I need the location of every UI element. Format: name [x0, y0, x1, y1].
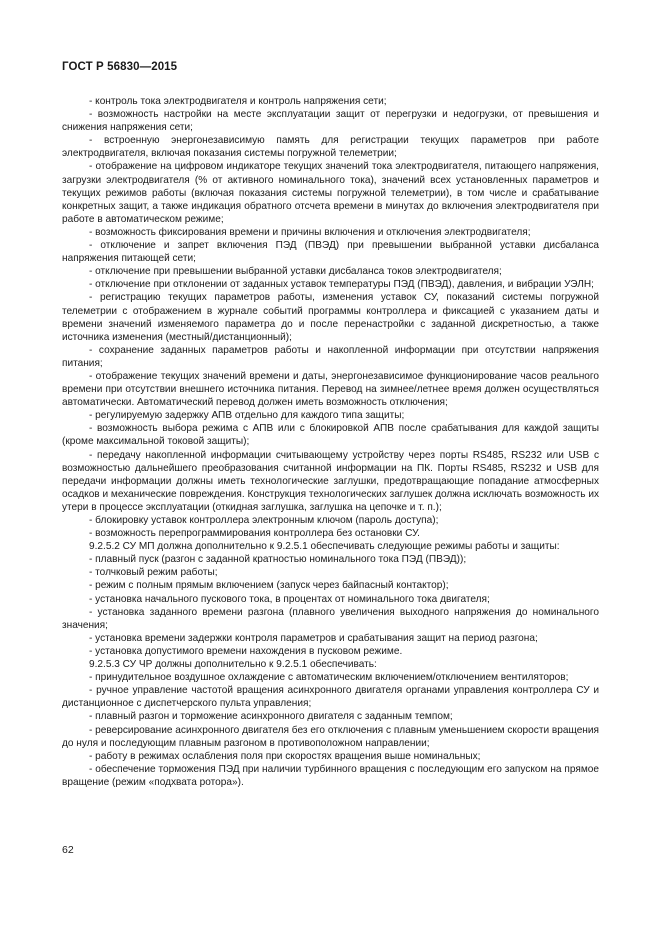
paragraph: - отображение на цифровом индикаторе текущих значений тока электродвигателя, питающего напряжения, загрузки электродвигателя (% от активного номинального тока), значений всех установленных параметров и текущих режимов работы (включая показания системы погружной телеметрии), в том числе и срабатывание конкретных защит, а также индикация обратного отсчета времени в минутах до включения электродвигателя при работе в автоматическом режиме; — [62, 161, 599, 225]
standard-header: ГОСТ Р 56830—2015 — [62, 61, 178, 73]
paragraph: - толчковый режим работы; — [89, 567, 218, 579]
paragraph: - плавный разгон и торможение асинхронного двигателя с заданным темпом; — [89, 711, 453, 723]
paragraph: - отключение при отклонении от заданных уставок температуры ПЭД (ПВЭД), давления, и вибрации УЭЛН; — [89, 279, 594, 291]
page-number: 62 — [62, 844, 74, 856]
paragraph: - установка заданного времени разгона (плавного увеличения выходного напряжения до номинального значения; — [62, 606, 599, 631]
paragraph: - возможность фиксирования времени и причины включения и отключения электродвигателя; — [89, 226, 531, 238]
body-text — [62, 95, 599, 789]
paragraph: - регулируемую задержку АПВ отдельно для каждого типа защиты; — [89, 410, 405, 422]
paragraph: - отключение при превышении выбранной уставки дисбаланса токов электродвигателя; — [89, 266, 502, 278]
paragraph: - возможность настройки на месте эксплуатации защит от перегрузки и недогрузки, от превышения и снижения напряжения сети; — [62, 109, 599, 134]
paragraph: - работу в режимах ослабления поля при скоростях вращения выше номинальных; — [89, 750, 481, 762]
paragraph: - контроль тока электродвигателя и контроль напряжения сети; — [89, 96, 387, 107]
paragraph: - обеспечение торможения ПЭД при наличии турбинного вращения с последующим его запуском на прямое вращение (режим «подхвата ротора»). — [62, 763, 599, 788]
paragraph: - принудительное воздушное охлаждение с автоматическим включением/отключением вентиляторов; — [89, 672, 569, 684]
paragraph: - встроенную энергонезависимую память для регистрации текущих параметров при работе электродвигателя, включая показания системы погружной телеметрии; — [62, 135, 599, 160]
paragraph: - отображение текущих значений времени и даты, энергонезависимое функционирование часов реального времени при отсутствии внешнего источника питания. Перевод на зимнее/летнее время должен осуществляться автоматически. Автоматический перевод должен иметь возможность отключения; — [62, 370, 599, 409]
paragraph: - сохранение заданных параметров работы и накопленной информации при отсутствии напряжения питания; — [62, 344, 599, 369]
section-paragraph: 9.2.5.3 СУ ЧР должны дополнительно к 9.2.5.1 обеспечивать: — [89, 659, 377, 671]
paragraph: - реверсирование асинхронного двигателя без его отключения с плавным уменьшением скорости вращения до нуля и последующим плавным разгоном в противоположном направлении; — [62, 724, 599, 749]
paragraph: - установка допустимого времени нахождения в пусковом режиме. — [89, 645, 403, 657]
section-paragraph: 9.2.5.2 СУ МП должна дополнительно к 9.2.5.1 обеспечивать следующие режимы работы и защиты: — [89, 541, 560, 553]
paragraph: - возможность выбора режима с АПВ или с блокировкой АПВ после срабатывания для каждой защиты (кроме максимальной токовой защиты); — [62, 423, 599, 448]
paragraph: - режим с полным прямым включением (запуск через байпасный контактор); — [89, 580, 449, 592]
paragraph: - установка времени задержки контроля параметров и срабатывания защит на период разгона; — [89, 632, 538, 644]
paragraph: - ручное управление частотой вращения асинхронного двигателя органами управления контроллера СУ и дистанционное с диспетчерского пульта управления; — [62, 685, 599, 710]
paragraph: - передачу накопленной информации считывающему устройству через порты RS485, RS232 или USB с возможностью дальнейшего преобразования считанной информации на ПК. Порты RS485, RS232 и USB для передачи информации должны иметь технологические заглушки, предотвращающие попадание атмосферных осадков и механические повреждения. Конструкция технологических заглушек должна исключать возможность их утери в процессе эксплуатации (откидная заглушка, заглушка на цепочке и т. п.); — [62, 449, 600, 513]
paragraph: - отключение и запрет включения ПЭД (ПВЭД) при превышении выбранной уставки дисбаланса напряжения питающей сети; — [62, 240, 599, 265]
paragraph: - установка начального пускового тока, в процентах от номинального тока двигателя; — [89, 593, 490, 605]
paragraph: - блокировку уставок контроллера электронным ключом (пароль доступа); — [89, 515, 439, 526]
paragraph: - регистрацию текущих параметров работы, изменения уставок СУ, показаний системы погружной телеметрии с отображением в журнале событий программы контроллера и фиксацией с указанием даты и времени значений изменяемого параметра до и после перенастройки с заданной дискретностью, а также источника изменения (местный/дистанционный); — [62, 292, 599, 343]
paragraph: - плавный пуск (разгон с заданной кратностью номинального тока ПЭД (ПВЭД)); — [89, 554, 467, 566]
paragraph: - возможность перепрограммирования контроллера без остановки СУ. — [89, 528, 420, 540]
